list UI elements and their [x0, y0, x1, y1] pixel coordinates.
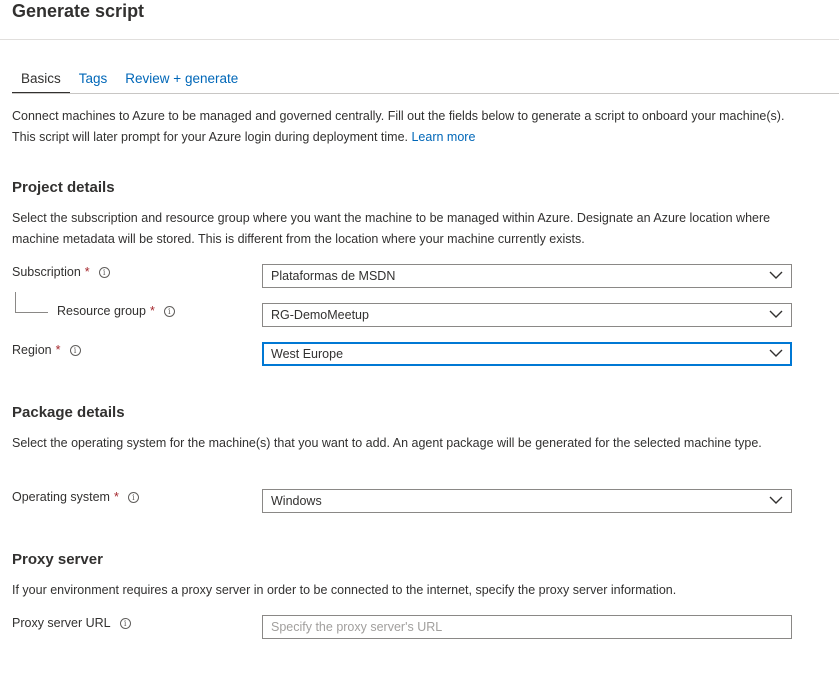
project-details-heading: Project details	[12, 179, 115, 196]
page-title: Generate script	[12, 1, 145, 21]
subscription-dropdown[interactable]	[262, 264, 792, 288]
region-label-text: Region	[12, 343, 52, 357]
chevron-down-icon	[769, 495, 783, 505]
package-details-heading: Package details	[12, 404, 125, 421]
required-asterisk: *	[113, 490, 119, 504]
tree-connector-vertical	[15, 292, 16, 312]
info-icon[interactable]: i	[70, 345, 81, 356]
header-divider	[0, 39, 839, 40]
intro-description	[12, 106, 802, 148]
operating-system-value: Windows	[271, 494, 322, 508]
resource-group-value: RG-DemoMeetup	[271, 308, 369, 322]
subscription-label	[12, 265, 110, 279]
info-icon[interactable]: i	[164, 306, 175, 317]
operating-system-label-text: Operating system	[12, 490, 110, 504]
region-value: West Europe	[271, 347, 344, 361]
required-asterisk: *	[84, 265, 90, 279]
proxy-url-label-text: Proxy server URL	[12, 616, 111, 630]
intro-text: Connect machines to Azure to be managed and governed centrally. Fill out the fields below to generate a script to onboard your machine(s). This script will later prompt for your Azure login during deployment time.	[12, 109, 785, 144]
info-icon[interactable]: i	[120, 618, 131, 629]
operating-system-dropdown[interactable]	[262, 489, 792, 513]
resource-group-label	[57, 304, 175, 318]
operating-system-label	[12, 490, 139, 504]
required-asterisk: *	[55, 343, 61, 357]
proxy-url-input[interactable]	[262, 615, 792, 639]
project-details-description: Select the subscription and resource group where you want the machine to be managed within Azure. Designate an Azure location where machine metadata will be stored. This is different from the location where your machine currently exists.	[12, 211, 771, 246]
info-icon[interactable]: i	[128, 492, 139, 503]
chevron-down-icon	[769, 348, 783, 358]
region-dropdown[interactable]	[262, 342, 792, 366]
tab-review-generate[interactable]: Review + generate	[125, 71, 239, 86]
proxy-server-heading: Proxy server	[12, 551, 103, 568]
resource-group-label-text: Resource group	[57, 304, 146, 318]
region-label	[12, 343, 81, 357]
required-asterisk: *	[149, 304, 155, 318]
package-details-description: Select the operating system for the machine(s) that you want to add. An agent package will be generated for the selected machine type.	[12, 436, 762, 450]
proxy-server-description: If your environment requires a proxy server in order to be connected to the internet, specify the proxy server information.	[12, 583, 677, 597]
subscription-value: Plataformas de MSDN	[271, 269, 396, 283]
resource-group-dropdown[interactable]	[262, 303, 792, 327]
learn-more-link[interactable]: Learn more	[411, 130, 476, 144]
info-icon[interactable]: i	[99, 267, 110, 278]
proxy-url-label	[12, 616, 131, 630]
tab-bar	[12, 68, 247, 94]
tree-connector-horizontal	[15, 312, 48, 313]
chevron-down-icon	[769, 309, 783, 319]
chevron-down-icon	[769, 270, 783, 280]
tab-tags[interactable]: Tags	[78, 71, 108, 86]
subscription-label-text: Subscription	[12, 265, 81, 279]
tab-basics[interactable]: Basics	[12, 68, 70, 94]
tabs-divider	[12, 93, 839, 94]
